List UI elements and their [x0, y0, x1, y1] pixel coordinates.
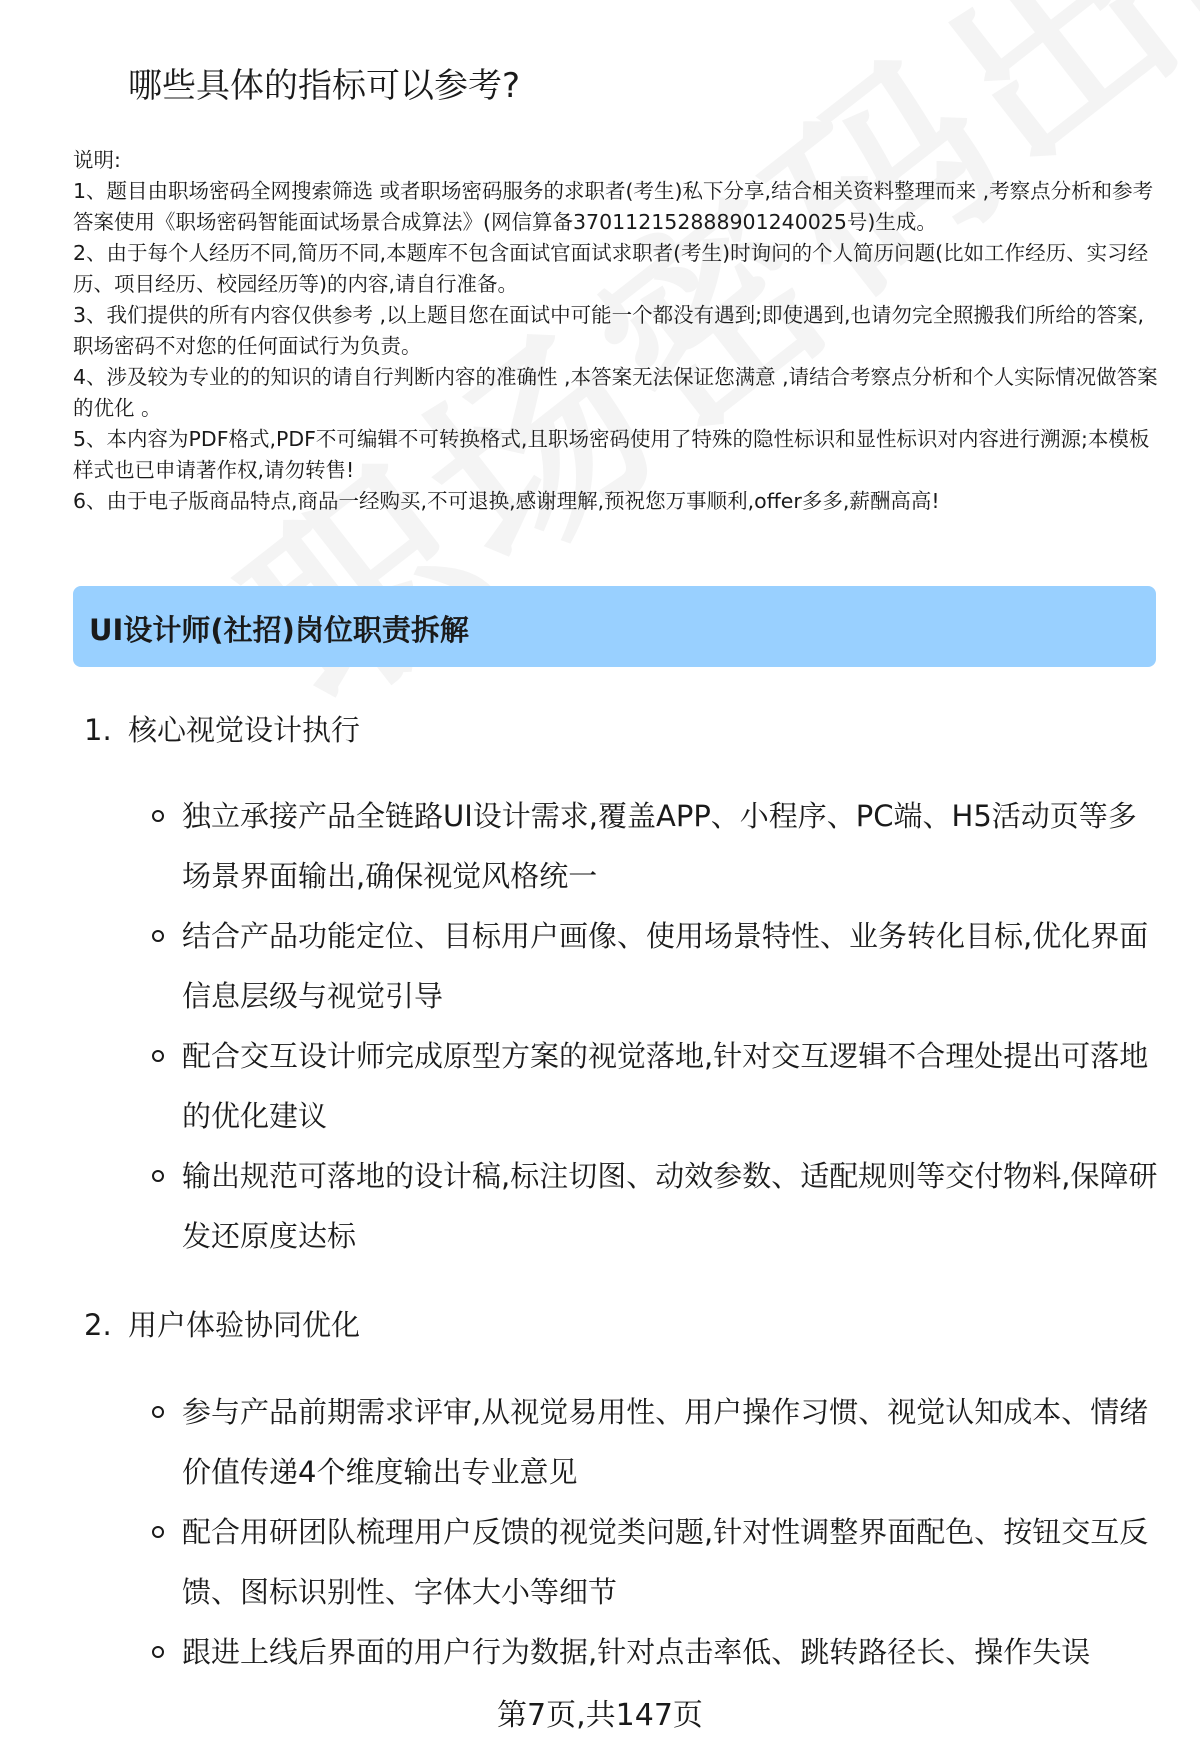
bullet-item: 配合交互设计师完成原型方案的视觉落地,针对交互逻辑不合理处提出可落地的优化建议: [150, 1026, 1160, 1146]
bullet-item: 配合用研团队梳理用户反馈的视觉类问题,针对性调整界面配色、按钮交互反馈、图标识别性、字体大小等细节: [150, 1502, 1160, 1622]
notes-heading: 说明:: [73, 148, 121, 172]
note-item: 5、本内容为PDF格式,PDF不可编辑不可转换格式,且职场密码使用了特殊的隐性标识和显性标识对内容进行溯源;本模板样式也已申请著作权,请勿转售!: [73, 427, 1150, 482]
subsection-number: 1.: [84, 713, 112, 747]
subsection-heading: [84, 1303, 360, 1344]
subsection-number: 2.: [84, 1308, 112, 1342]
subsection-title: 核心视觉设计执行: [128, 713, 361, 747]
section-title: UI设计师(社招)岗位职责拆解: [89, 613, 469, 647]
note-item: 4、涉及较为专业的的知识的请自行判断内容的准确性 ,本答案无法保证您满意 ,请结合考察点分析和个人实际情况做答案的优化 。: [73, 365, 1158, 420]
section-banner: [73, 586, 1156, 667]
notes-block: [73, 145, 1158, 517]
page-footer: 第7页,共147页: [497, 1698, 703, 1733]
subsection-heading: [84, 708, 360, 749]
note-item: 1、题目由职场密码全网搜索筛选 或者职场密码服务的求职者(考生)私下分享,结合相关资料整理而来 ,考察点分析和参考答案使用《职场密码智能面试场景合成算法》(网信算备370112152888901240025号)生成。: [73, 179, 1154, 234]
bullet-item: 独立承接产品全链路UI设计需求,覆盖APP、小程序、PC端、H5活动页等多场景界面输出,确保视觉风格统一: [150, 786, 1160, 906]
note-item: 2、由于每个人经历不同,简历不同,本题库不包含面试官面试求职者(考生)时询问的个人简历问题(比如工作经历、实习经历、项目经历、校园经历等)的内容,请自行准备。: [73, 241, 1149, 296]
note-item: 6、由于电子版商品特点,商品一经购买,不可退换,感谢理解,预祝您万事顺利,offer多多,薪酬高高!: [73, 489, 940, 513]
bullet-item: 输出规范可落地的设计稿,标注切图、动效参数、适配规则等交付物料,保障研发还原度达标: [150, 1146, 1160, 1266]
bullet-item: 参与产品前期需求评审,从视觉易用性、用户操作习惯、视觉认知成本、情绪价值传递4个维度输出专业意见: [150, 1382, 1160, 1502]
bullet-list: [150, 786, 1160, 1266]
question-text: 哪些具体的指标可以参考?: [128, 66, 521, 106]
bullet-item: 结合产品功能定位、目标用户画像、使用场景特性、业务转化目标,优化界面信息层级与视觉引导: [150, 906, 1160, 1026]
bullet-list: [150, 1382, 1160, 1682]
note-item: 3、我们提供的所有内容仅供参考 ,以上题目您在面试中可能一个都没有遇到;即使遇到,也请勿完全照搬我们所给的答案,职场密码不对您的任何面试行为负责。: [73, 303, 1145, 358]
bullet-item: 跟进上线后界面的用户行为数据,针对点击率低、跳转路径长、操作失误: [150, 1622, 1160, 1682]
subsection-title: 用户体验协同优化: [128, 1308, 361, 1342]
